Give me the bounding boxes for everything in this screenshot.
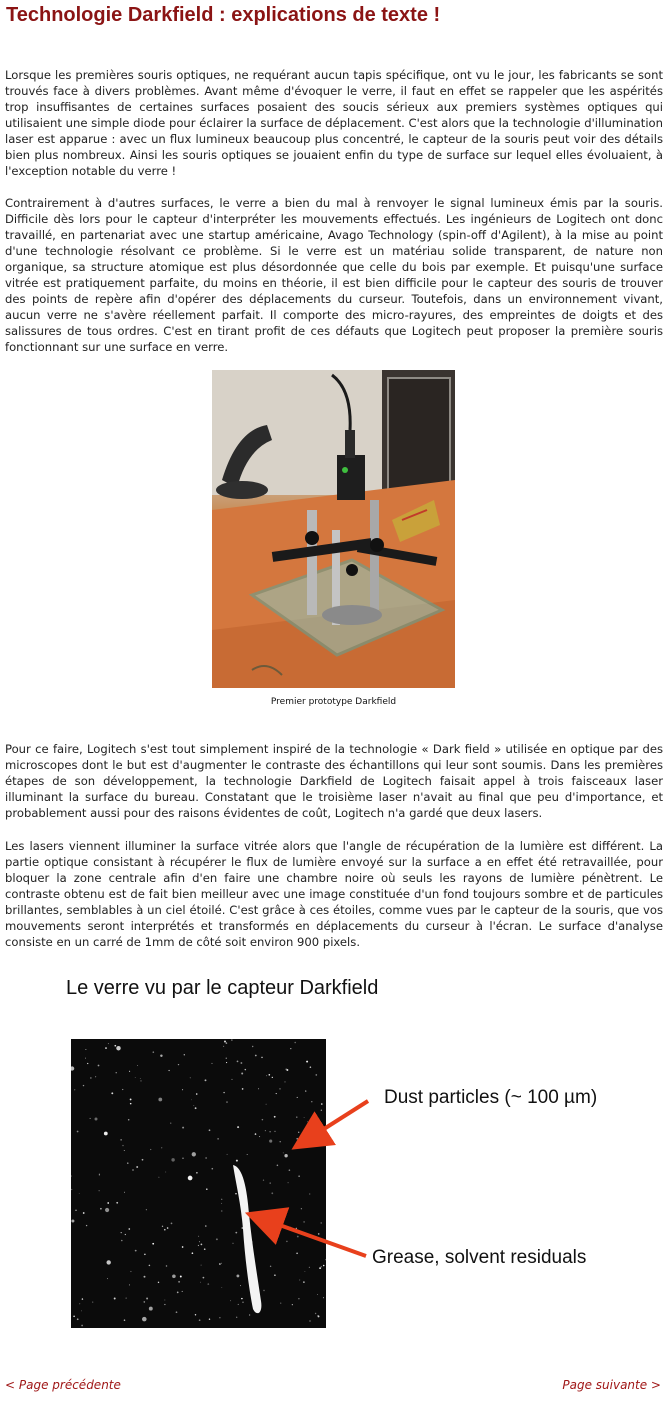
dust-particle xyxy=(178,1064,179,1065)
dust-particle xyxy=(203,1277,205,1279)
dust-particle xyxy=(308,1134,310,1136)
dust-particle xyxy=(283,1152,284,1153)
dust-particle xyxy=(223,1046,224,1047)
dust-particle xyxy=(178,1281,180,1283)
dust-particle xyxy=(319,1267,321,1269)
dust-particle xyxy=(129,1071,130,1072)
dust-particle xyxy=(263,1290,264,1291)
dust-particle xyxy=(193,1105,194,1106)
dust-particle xyxy=(279,1088,280,1089)
dust-particle xyxy=(98,1065,100,1067)
dust-particle xyxy=(106,1260,110,1264)
dust-particle xyxy=(196,1093,198,1095)
dust-particle xyxy=(205,1157,206,1158)
dust-particle xyxy=(271,1235,272,1236)
dust-particle xyxy=(177,1292,179,1294)
dust-particle xyxy=(232,1243,233,1244)
dust-particle xyxy=(95,1076,96,1077)
dust-particle xyxy=(236,1160,238,1162)
dust-particle xyxy=(90,1118,91,1119)
dust-particle xyxy=(321,1222,322,1223)
dust-particle xyxy=(259,1136,260,1137)
dust-particle xyxy=(140,1078,141,1079)
prototype-photo xyxy=(212,370,455,688)
dust-particle xyxy=(205,1079,207,1081)
dust-particle xyxy=(226,1042,228,1044)
dust-particle xyxy=(289,1169,291,1171)
dust-particle xyxy=(277,1165,279,1167)
dust-particle xyxy=(265,1130,266,1131)
figure-title: Le verre vu par le capteur Darkfield xyxy=(66,977,379,999)
dust-particle xyxy=(230,1300,231,1301)
dust-particle xyxy=(162,1226,163,1227)
prototype-photo-drawing xyxy=(212,370,455,688)
dust-particle xyxy=(182,1127,184,1129)
dust-particle xyxy=(266,1104,267,1105)
dust-particle xyxy=(205,1225,207,1227)
dust-particle xyxy=(285,1081,286,1082)
dust-particle xyxy=(297,1097,298,1098)
dust-particle xyxy=(309,1320,310,1321)
dust-particle xyxy=(201,1265,202,1266)
dust-particle xyxy=(232,1079,233,1080)
dust-particle xyxy=(71,1176,72,1177)
dust-particle xyxy=(152,1243,154,1245)
dust-particle xyxy=(306,1061,308,1063)
dust-particle xyxy=(318,1233,320,1235)
darkfield-image xyxy=(71,1039,326,1328)
dust-particle xyxy=(124,1150,125,1151)
dust-particle xyxy=(199,1241,200,1242)
dust-particle xyxy=(191,1099,192,1100)
dust-particle xyxy=(182,1246,184,1248)
previous-page-link[interactable]: < Page précédente xyxy=(5,1378,121,1392)
dust-particle xyxy=(99,1190,100,1191)
dust-particle xyxy=(111,1092,113,1094)
dust-particle xyxy=(204,1248,206,1250)
dust-particle xyxy=(221,1203,222,1204)
dust-particle xyxy=(188,1176,193,1181)
dust-particle xyxy=(279,1141,280,1142)
dust-particle xyxy=(86,1225,87,1226)
dust-particle xyxy=(150,1149,151,1150)
dust-particle xyxy=(158,1282,159,1283)
dust-particle xyxy=(199,1319,201,1321)
dust-particle xyxy=(311,1101,312,1102)
dust-particle xyxy=(124,1192,125,1193)
dust-particle xyxy=(309,1194,310,1195)
dust-particle xyxy=(129,1284,130,1285)
dust-particle xyxy=(272,1077,273,1078)
dust-particle xyxy=(105,1208,109,1212)
dust-particle xyxy=(223,1092,224,1093)
dust-particle xyxy=(315,1074,317,1076)
dust-particle xyxy=(274,1131,275,1132)
dust-particle xyxy=(190,1077,191,1078)
dust-particle xyxy=(323,1297,324,1298)
darkfield-particles xyxy=(71,1039,326,1328)
dust-particle xyxy=(125,1234,126,1235)
dust-particle xyxy=(130,1103,132,1105)
dust-particle xyxy=(247,1154,248,1155)
dust-particle xyxy=(304,1117,305,1118)
dust-particle xyxy=(321,1110,322,1111)
dust-particle xyxy=(122,1145,123,1146)
dust-particle xyxy=(269,1131,270,1132)
dust-particle xyxy=(285,1068,287,1070)
dust-particle xyxy=(158,1098,162,1102)
dust-particle xyxy=(137,1065,138,1066)
dust-particle xyxy=(168,1070,169,1071)
dust-particle xyxy=(128,1119,130,1121)
dust-particle xyxy=(180,1276,182,1278)
dust-particle xyxy=(298,1176,299,1177)
dust-particle xyxy=(107,1278,108,1279)
dust-particle xyxy=(126,1298,127,1299)
dust-particle xyxy=(206,1188,208,1190)
dust-particle xyxy=(135,1077,136,1078)
dust-particle xyxy=(292,1304,293,1305)
dust-particle xyxy=(140,1080,141,1081)
dust-particle xyxy=(219,1263,221,1265)
dust-particle xyxy=(227,1154,228,1155)
dust-particle xyxy=(121,1240,123,1242)
dust-particle xyxy=(321,1266,322,1267)
dust-particle xyxy=(315,1313,316,1314)
dust-particle xyxy=(288,1182,289,1183)
dust-particle xyxy=(182,1158,183,1159)
dust-particle xyxy=(290,1227,291,1228)
dust-particle xyxy=(221,1263,222,1264)
dust-particle xyxy=(90,1077,91,1078)
dust-particle xyxy=(296,1252,298,1254)
dust-particle xyxy=(144,1276,146,1278)
dust-particle xyxy=(245,1069,246,1070)
dust-particle xyxy=(149,1307,153,1311)
dust-particle xyxy=(325,1259,326,1260)
dust-particle xyxy=(135,1250,137,1252)
dust-particle xyxy=(297,1236,299,1238)
dust-particle xyxy=(164,1299,165,1300)
dust-particle xyxy=(161,1147,162,1148)
figure-caption: Premier prototype Darkfield xyxy=(270,697,397,707)
paragraph-glass: Contrairement à d'autres surfaces, le verre a bien du mal à renvoyer le signal lumineux émis par la souris. Difficile dès lors pour le capteur d'interpréter les mouvements effectués. Les ingénieurs de Logitech ont donc travaillé, en partenariat avec une startup américaine, Avago Technology (spin-off d'Agilent), à la mise au point d'une technologie résolvant ce problème. Si le verre est un matériau solide transparent, de nature non organique, sa structure atomique est plus désordonnée que celle du bois par exemple. Et puisqu'une surface vitrée est pratiquement parfaite, du moins en théorie, il est bien difficile pour le capteur des souris de trouver des points de repère afin d'opérer des déplacements du curseur. Toutefois, dans un environnement vivant, aucun verre ne s'avère réellement parfait. Il comporte des micro-rayures, des empreintes de doigts et des salissures de tous ordres. C'est en tirant profit de ces défauts que Logitech peut proposer la première souris fonctionnant sur une surface en verre. xyxy=(5,196,663,354)
dust-particle xyxy=(296,1116,297,1117)
dust-particle xyxy=(217,1138,218,1139)
dust-particle xyxy=(231,1040,232,1041)
dust-particle xyxy=(105,1047,107,1049)
dust-particle xyxy=(107,1202,109,1204)
dust-particle xyxy=(275,1236,277,1238)
label-grease: Grease, solvent residuals xyxy=(372,1247,587,1268)
dust-particle xyxy=(269,1182,270,1183)
dust-particle xyxy=(252,1046,253,1047)
dust-particle xyxy=(240,1062,242,1064)
dust-particle xyxy=(241,1298,242,1299)
dust-particle xyxy=(296,1138,298,1140)
dust-particle xyxy=(321,1103,323,1105)
grease-streak xyxy=(233,1165,261,1313)
paragraph-intro: Lorsque les premières souris optiques, ne requérant aucun tapis spécifique, ont vu le jour, les fabricants se sont trouvés face à divers problèmes. Avant même d'évoquer le verre, il faut en effet se rappeler que les aspérités trop insuffisantes de certaines surfaces posaient des soucis sérieux aux premiers systèmes optiques qui utilisaient une simple diode pour éclairer la surface de déplacement. C'est alors que la technologie d'illumination laser est apparue : avec un flux lumineux beaucoup plus concentré, le capteur de la souris peut voir des détails bien plus nombreux. Ainsi les souris optiques se jouaient enfin du type de surface sur lequel elles évoluaient, à l'exception notable du verre ! xyxy=(5,68,663,178)
dust-particle xyxy=(317,1294,318,1295)
dust-particle xyxy=(236,1274,239,1277)
dust-particle xyxy=(271,1192,273,1194)
dust-particle xyxy=(284,1154,287,1157)
dust-particle xyxy=(108,1043,109,1044)
dust-particle xyxy=(235,1193,236,1194)
dust-particle xyxy=(121,1232,122,1233)
dust-particle xyxy=(132,1169,133,1170)
dust-particle xyxy=(167,1227,169,1229)
dust-particle xyxy=(130,1271,131,1272)
dust-particle xyxy=(238,1304,239,1305)
dust-particle xyxy=(71,1219,74,1222)
dust-particle xyxy=(236,1317,237,1318)
dust-particle xyxy=(164,1229,166,1231)
dust-particle xyxy=(209,1318,210,1319)
dust-particle xyxy=(262,1119,264,1121)
dust-particle xyxy=(276,1093,277,1094)
dust-particle xyxy=(83,1085,84,1086)
dust-particle xyxy=(74,1089,75,1090)
dust-particle xyxy=(124,1319,126,1321)
dust-particle xyxy=(305,1090,306,1091)
dust-particle xyxy=(323,1265,325,1267)
dust-particle xyxy=(263,1180,264,1181)
dust-particle xyxy=(303,1281,305,1283)
dust-particle xyxy=(226,1058,227,1059)
dust-particle xyxy=(195,1314,196,1315)
dust-particle xyxy=(303,1221,305,1223)
dust-particle xyxy=(240,1285,241,1286)
dust-particle xyxy=(196,1172,198,1174)
dust-particle xyxy=(198,1245,199,1246)
dust-particle xyxy=(270,1266,271,1267)
dust-particle xyxy=(237,1126,239,1128)
dust-particle xyxy=(75,1209,77,1211)
dust-particle xyxy=(286,1241,288,1243)
dust-particle xyxy=(136,1166,138,1168)
dust-particle xyxy=(149,1265,151,1267)
label-dust-particles: Dust particles (~ 100 µm) xyxy=(384,1087,598,1108)
dust-particle xyxy=(237,1061,239,1063)
dust-particle xyxy=(142,1159,144,1161)
dust-particle xyxy=(198,1236,199,1237)
dust-particle xyxy=(299,1279,300,1280)
dust-particle xyxy=(153,1051,155,1053)
dust-particle xyxy=(184,1054,185,1055)
dust-particle xyxy=(160,1054,162,1056)
dust-particle xyxy=(249,1314,250,1315)
dust-particle xyxy=(242,1088,244,1090)
dust-particle xyxy=(266,1075,267,1076)
dust-particle xyxy=(144,1254,145,1255)
dust-particle xyxy=(85,1058,86,1059)
dust-particle xyxy=(114,1045,116,1047)
dust-particle xyxy=(143,1301,145,1303)
dust-particle xyxy=(146,1209,147,1210)
dust-particle xyxy=(298,1132,299,1133)
dust-particle xyxy=(158,1177,159,1178)
dust-particle xyxy=(114,1298,116,1300)
dust-particle xyxy=(258,1088,259,1089)
dust-particle xyxy=(92,1302,93,1303)
next-page-link[interactable]: Page suivante > xyxy=(562,1378,661,1392)
dust-particle xyxy=(192,1152,196,1156)
dust-particle xyxy=(87,1063,88,1064)
dust-particle xyxy=(221,1199,222,1200)
dust-particle xyxy=(211,1063,212,1064)
dust-particle xyxy=(255,1055,257,1057)
dust-particle xyxy=(242,1302,243,1303)
dust-particle xyxy=(81,1311,82,1312)
dust-particle xyxy=(71,1189,72,1190)
dust-particle xyxy=(182,1291,183,1292)
dust-particle xyxy=(307,1121,308,1122)
dust-particle xyxy=(201,1244,203,1246)
dust-particle xyxy=(95,1118,98,1121)
dust-particle xyxy=(71,1066,74,1070)
dust-particle xyxy=(216,1238,218,1240)
dust-particle xyxy=(171,1158,174,1161)
dust-particle xyxy=(79,1303,80,1304)
dust-particle xyxy=(128,1228,130,1230)
dust-particle xyxy=(182,1089,183,1090)
dust-particle xyxy=(305,1271,306,1272)
dust-particle xyxy=(269,1074,271,1076)
dust-particle xyxy=(274,1274,276,1276)
dust-particle xyxy=(127,1162,128,1163)
dust-particle xyxy=(221,1287,222,1288)
dust-particle xyxy=(280,1303,281,1304)
dust-particle xyxy=(235,1232,237,1234)
dust-particle xyxy=(166,1265,167,1266)
dust-particle xyxy=(176,1311,178,1313)
dust-particle xyxy=(120,1139,121,1140)
dust-particle xyxy=(209,1129,211,1131)
dust-particle xyxy=(290,1048,291,1049)
dust-particle xyxy=(99,1174,100,1175)
dust-particle xyxy=(79,1193,80,1194)
dust-particle xyxy=(73,1316,75,1318)
dust-particle xyxy=(212,1168,214,1170)
dust-particle xyxy=(310,1066,312,1068)
dust-particle xyxy=(226,1062,227,1063)
dust-particle xyxy=(165,1172,166,1173)
dust-particle xyxy=(142,1317,147,1322)
dust-particle xyxy=(83,1212,85,1214)
paragraph-lasers: Les lasers viennent illuminer la surface vitrée alors que l'angle de récupération de la lumière est différent. La partie optique consistant à récupérer le flux de lumière envoyé sur la surface a en effet été retravaillée, pour bloquer la zone centrale afin d'en faire une chambre noire où seuls les rayons de lumière pénètrent. Le contraste obtenu est de fait bien meilleur avec une image constituée d'un fond toujours sombre et de particules brillantes, semblables à un ciel étoilé. C'est grâce à ces étoiles, comme vues par le capteur de la souris, que vos mouvements seront interprétés et transformés en déplacements du curseur à l'écran. Le surface d'analyse consiste en un carré de 1mm de côté soit environ 900 pixels. xyxy=(5,839,663,949)
dust-particle xyxy=(296,1228,297,1229)
dust-particle xyxy=(294,1042,296,1044)
dust-particle xyxy=(226,1102,227,1103)
paragraph-darkfield: Pour ce faire, Logitech s'est tout simplement inspiré de la technologie « Dark field » utilisée en optique par des microscopes dont le but est d'augmenter le contraste des échantillons qui leur sont soumis. Dans les premières étapes de son développement, la technologie Darkfield de Logitech faisait appel à trois faisceaux laser illuminant la surface du bureau. Constatant que le troisième laser n'avait au final que peu d'importance, et probablement aussi pour des raisons évidentes de coût, Logitech n'a gardé que deux lasers. xyxy=(5,742,663,820)
dust-particle xyxy=(318,1315,320,1317)
dust-particle xyxy=(269,1140,272,1143)
page-title: Technologie Darkfield : explications de texte ! xyxy=(6,4,441,26)
dust-particle xyxy=(309,1267,310,1268)
dust-particle xyxy=(85,1049,86,1050)
dust-particle xyxy=(171,1223,173,1225)
dust-particle xyxy=(224,1041,226,1043)
dust-particle xyxy=(100,1208,102,1210)
dust-particle xyxy=(170,1123,171,1124)
dust-particle xyxy=(241,1073,243,1075)
dust-particle xyxy=(301,1208,302,1209)
dust-particle xyxy=(164,1304,165,1305)
dust-particle xyxy=(77,1131,79,1133)
dust-particle xyxy=(298,1298,299,1299)
dust-particle xyxy=(82,1298,83,1299)
dust-particle xyxy=(81,1325,83,1327)
dust-particle xyxy=(207,1283,209,1285)
dust-particle xyxy=(122,1089,123,1090)
dust-particle xyxy=(261,1057,263,1059)
dust-particle xyxy=(195,1107,197,1109)
dust-particle xyxy=(192,1252,194,1254)
dust-particle xyxy=(104,1132,108,1136)
dust-particle xyxy=(172,1275,176,1279)
dust-particle xyxy=(130,1098,132,1100)
dust-particle xyxy=(306,1129,308,1131)
dust-particle xyxy=(116,1046,120,1050)
dust-particle xyxy=(274,1116,276,1118)
dust-particle xyxy=(221,1210,222,1211)
dust-particle xyxy=(77,1318,79,1320)
dust-particle xyxy=(116,1072,117,1073)
dust-particle xyxy=(116,1202,118,1204)
dust-particle xyxy=(146,1298,148,1300)
dust-particle xyxy=(219,1317,220,1318)
dust-particle xyxy=(200,1282,201,1283)
dust-particle xyxy=(255,1133,257,1135)
